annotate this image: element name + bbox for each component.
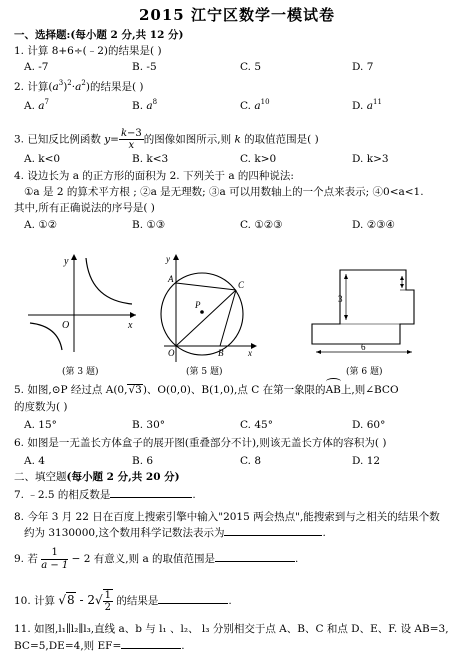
question-3: 3. 已知反比例函数 y= $\frac{k-3}{x}$ 的图像如图所示,则 k 的取值范围是( ) — [14, 128, 319, 151]
q1-option-d: D. 7 — [352, 61, 374, 73]
q5-option-d: D. 60° — [352, 419, 386, 431]
dimension-3-label: 3 — [338, 294, 343, 304]
q5-option-b: B. 30° — [132, 419, 166, 431]
q1-option-c: C. 5 — [240, 61, 262, 73]
question-5-line-1: 5. 如图,⊙P 经过点 A(0,√3)、O(0,0)、B(1,0),点 C 在第一象限的 AB上,则∠BCO — [14, 383, 399, 397]
q4-option-d: D. ②③④ — [352, 219, 395, 231]
axis-y-label-2: y — [166, 254, 170, 264]
figure-q5-circle — [160, 252, 260, 364]
question-4-line-1: 4. 设边长为 a 的正方形的面积为 2. 下列关于 a 的四种说法: — [14, 170, 294, 182]
question-8-line-2: 约为 3130000,这个数用科学记数法表示为 . — [24, 527, 326, 539]
point-a-label: A — [168, 274, 174, 284]
origin-label: O — [62, 320, 70, 331]
figure-caption-6: (第 6 题) — [346, 367, 383, 377]
figure-q3-hyperbola — [20, 248, 140, 358]
answer-blank-7[interactable] — [110, 497, 192, 498]
q5-option-a: A. 15° — [24, 419, 57, 431]
section-2-note: (每小题 2 分,共 20 分) — [66, 471, 180, 483]
question-11-line-2: BC=5,DE=4,则 EF= . — [14, 640, 185, 652]
axis-y-label: y — [64, 256, 69, 267]
figure-q6-net — [308, 264, 426, 360]
q4-option-b: B. ①③ — [132, 219, 166, 231]
answer-blank-10[interactable] — [158, 603, 228, 604]
section-2-label: 二、填空题 — [14, 471, 67, 483]
section-label: 一、选择题: — [14, 29, 71, 41]
q6-option-b: B. 6 — [132, 455, 154, 467]
question-10: 10. 计算 √8 - 2√ $\frac{1}{2}$ 的结果是 . — [14, 589, 232, 613]
q2-option-a: A. $a^7$ — [24, 98, 49, 112]
q6-option-a: A. 4 — [24, 455, 45, 467]
q3-option-a: A. k<0 — [24, 153, 61, 165]
q4-option-a: A. ①② — [24, 219, 58, 231]
answer-blank-8[interactable] — [224, 535, 322, 536]
section-heading — [14, 28, 184, 42]
question-8-line-1: 8. 今年 3 月 22 日在百度上搜索引擎中输入"2015 两会热点",能搜索到与之相关的结果个数 — [14, 511, 440, 523]
question-4-line-2: ①a 是 2 的算术平方根 ; ②a 是无理数; ③a 可以用数轴上的一个点来表示; ④0<a<1. — [24, 186, 424, 198]
question-11-line-1: 11. 如图,l₁∥l₂∥l₃,直线 a、b 与 l₁ 、l₂、 l₃ 分别相交于点 A、B、C 和点 D、E、F. 设 AB=3, — [14, 623, 449, 635]
axis-x-label: x — [128, 320, 133, 331]
axis-x-label-2: x — [248, 348, 252, 358]
figure-caption-3: (第 3 题) — [62, 367, 99, 377]
q4-option-c: C. ①②③ — [240, 219, 283, 231]
q2-option-c: C. $a^{10}$ — [240, 98, 270, 112]
question-6: 6. 如图是一无盖长方体盒子的展开图(重叠部分不计),则该无盖长方体的容积为( ) — [14, 437, 387, 449]
q1-option-a: A. -7 — [24, 61, 49, 73]
answer-blank-9[interactable] — [215, 561, 295, 562]
q6-option-d: D. 12 — [352, 455, 381, 467]
question-1: 1. 计算 8+6÷(﹣2)的结果是( ) — [14, 45, 162, 57]
point-c-label: C — [238, 280, 245, 290]
point-o-label: O — [168, 348, 175, 358]
question-9: 9. 若 $\frac{1}{a - 1}$ − 2 有意义,则 a 的取值范围是 . — [14, 546, 299, 571]
q1-option-b: B. -5 — [132, 61, 157, 73]
q5-option-c: C. 45° — [240, 419, 273, 431]
section-note: (每小题 2 分,共 12 分) — [70, 29, 184, 41]
question-4-line-3: 其中,所有正确说法的序号是( ) — [14, 202, 155, 214]
question-2: 2. 计算$(a^3)^2\cdot a^2$)的结果是( ) — [14, 79, 144, 93]
q2-option-d: D. $a^{11}$ — [352, 98, 382, 112]
q3-option-d: D. k>3 — [352, 153, 389, 165]
question-7: 7. ﹣2.5 的相反数是 . — [14, 489, 196, 501]
q2-option-b: B. $a^8$ — [132, 98, 158, 112]
q3-option-c: C. k>0 — [240, 153, 277, 165]
page-title: 2015 江宁区数学一模试卷 — [139, 6, 335, 24]
figure-caption-5: (第 5 题) — [186, 367, 223, 377]
dimension-6-label: 6 — [361, 342, 366, 352]
question-5-line-2: 的度数为( ) — [14, 401, 68, 413]
point-b-label: B — [218, 348, 224, 358]
q3-option-b: B. k<3 — [132, 153, 169, 165]
answer-blank-11[interactable] — [121, 648, 181, 649]
q6-option-c: C. 8 — [240, 455, 262, 467]
section-heading-2 — [14, 470, 180, 484]
point-p-label: P — [195, 300, 201, 310]
